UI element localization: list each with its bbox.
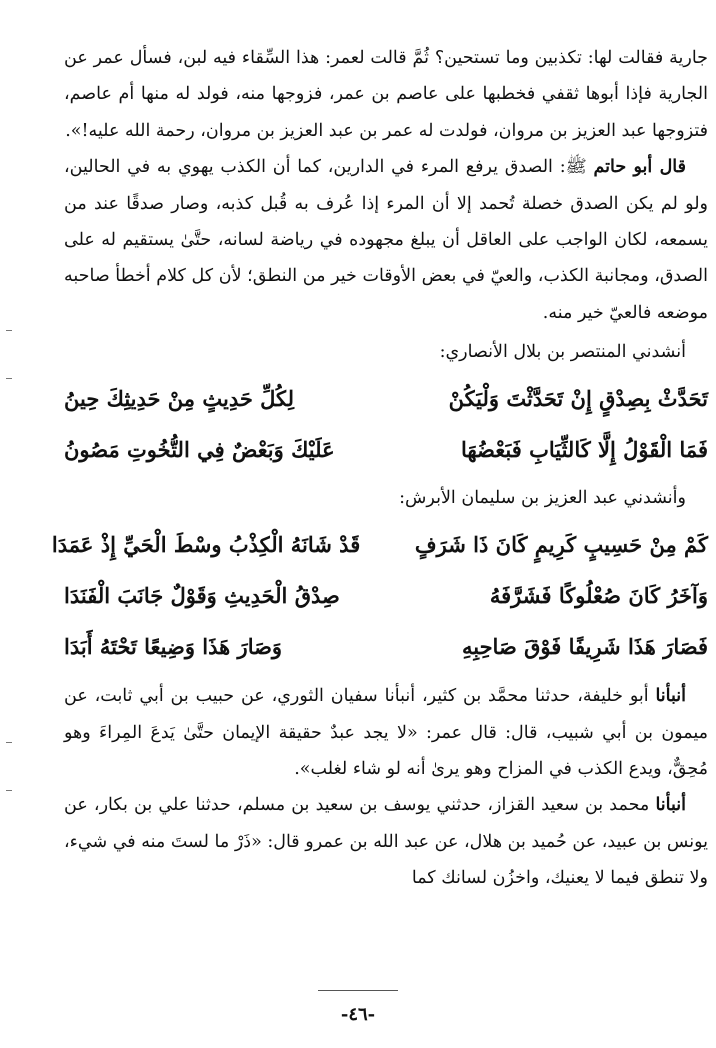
paragraph-4-lead: أنبأنا	[655, 795, 686, 816]
page-body	[51, 40, 709, 897]
paragraph-3-body: أبو خليفة، حدثنا محمَّد بن كثير، أنبأنا سفيان الثوري، عن حبيب بن أبي ثابت، عن ميمون بن أبي شبيب، قال: قال عمر: «لا يجد عبدٌ حقيقة الإيمان حتَّىٰ يَدعَ المِراءَ وهو مُحِقٌّ، ويدع الكذب في المزاح وهو يرىٰ أنه لو شاء لغلب».	[64, 686, 708, 780]
paragraph-3	[64, 678, 708, 787]
margin-mark	[6, 378, 12, 379]
verse-second-hemistich: عَلَيْكَ وَبَعْضٌ فِي التُّخُوتِ مَصُونُ	[64, 437, 335, 463]
paragraph-2-lead: قال أبو حاتم	[593, 157, 686, 178]
paragraph-2	[64, 149, 708, 331]
margin-mark	[6, 790, 12, 791]
paragraph-4-body: محمد بن سعيد القزاز، حدثني يوسف بن سعيد بن مسلم، حدثنا علي بن بكار، عن يونس بن عبيد، عن حُميد بن هلال، عن عبد الله بن عمرو قال: «ذَرْ ما لستَ منه في شيء، ولا تنطق فيما لا يعنيك، واخزُن لسانك كما	[64, 795, 708, 889]
paragraph-1: جارية فقالت لها: تكذبين وما تستحين؟ ثُمَّ قالت لعمر: هذا السِّقاء فيه لبن، فسأل عمر عن الجارية فإذا أبوها ثقفي فخطبها على عاصم بن عمر، فزوجها منه، فولد له منها أم عاصم، فتزوجها عبد العزيز بن مروان، فولدت له عمر بن عبد العزيز بن مروان، رحمة الله عليه!».	[64, 48, 709, 141]
verse-second-hemistich: قَدْ شَانَهُ الْكِذْبُ وسْطَ الْحَيِّ إِذْ عَمَدَا	[51, 532, 361, 558]
paragraph-3-lead: أنبأنا	[655, 686, 686, 707]
poem-2-verse	[64, 621, 708, 672]
margin-mark	[6, 330, 12, 331]
poem-1	[64, 373, 708, 475]
poem-1-intro: أنشدني المنتصر بن بلال الأنصاري:	[439, 342, 686, 363]
verse-first-hemistich: فَصَارَ هَذَا شَرِيفًا فَوْقَ صَاحِبِهِ	[461, 634, 708, 660]
page-number: -٤٦-	[340, 1004, 376, 1025]
paragraph-4	[64, 787, 708, 896]
verse-second-hemistich: صِدْقُ الْحَدِيثِ وَقَوْلٌ جَانَبَ الْفَنَدَا	[64, 583, 340, 609]
footer-rule	[318, 990, 398, 991]
verse-first-hemistich: وَآخَرُ كَانَ صُعْلُوكًا فَشَرَّفَهُ	[489, 583, 708, 609]
poem-1-verse	[64, 373, 708, 424]
verse-first-hemistich: كَمْ مِنْ حَسِيبٍ كَرِيمٍ كَانَ ذَا شَرَفٍ	[414, 532, 708, 558]
poem-2-intro: وأنشدني عبد العزيز بن سليمان الأبرش:	[399, 488, 686, 509]
poem-2-verse	[51, 519, 708, 570]
verse-second-hemistich: وَصَارَ هَذَا وَضِيعًا تَحْتَهُ أَبَدَا	[64, 634, 283, 660]
poem-2-verse	[64, 570, 708, 621]
margin-mark	[6, 742, 12, 743]
paragraph-2-body: ﷺ: الصدق يرفع المرء في الدارين، كما أن الكذب يهوي به في الحالين، ولو لم يكن الصدق خصلة تُحمد إلا أن المرء إذا عُرف به قُبل كذبه، وصار صدقًا عند من يسمعه، لكان الواجب على العاقل أن يبلغ مجهوده في رياضة لسانه، حتَّىٰ يستقيم له على الصدق، ومجانبة الكذب، والعيّ في بعض الأوقات خير من النطق؛ لأن كل كلام أخطأ صاحبه موضعه فالعيّ خير منه.	[64, 157, 708, 323]
verse-second-hemistich: لِكُلِّ حَدِيثٍ مِنْ حَدِيثِكَ حِينُ	[64, 386, 295, 412]
verse-first-hemistich: فَمَا الْقَوْلُ إِلَّا كَالثِّيَابِ فَبَعْضُهَا	[460, 437, 708, 463]
poem-2	[51, 519, 708, 672]
poem-1-verse	[64, 424, 708, 475]
verse-first-hemistich: تَحَدَّثْ بِصِدْقٍ إِنْ تَحَدَّثْتَ وَلْيَكُنْ	[448, 386, 708, 412]
